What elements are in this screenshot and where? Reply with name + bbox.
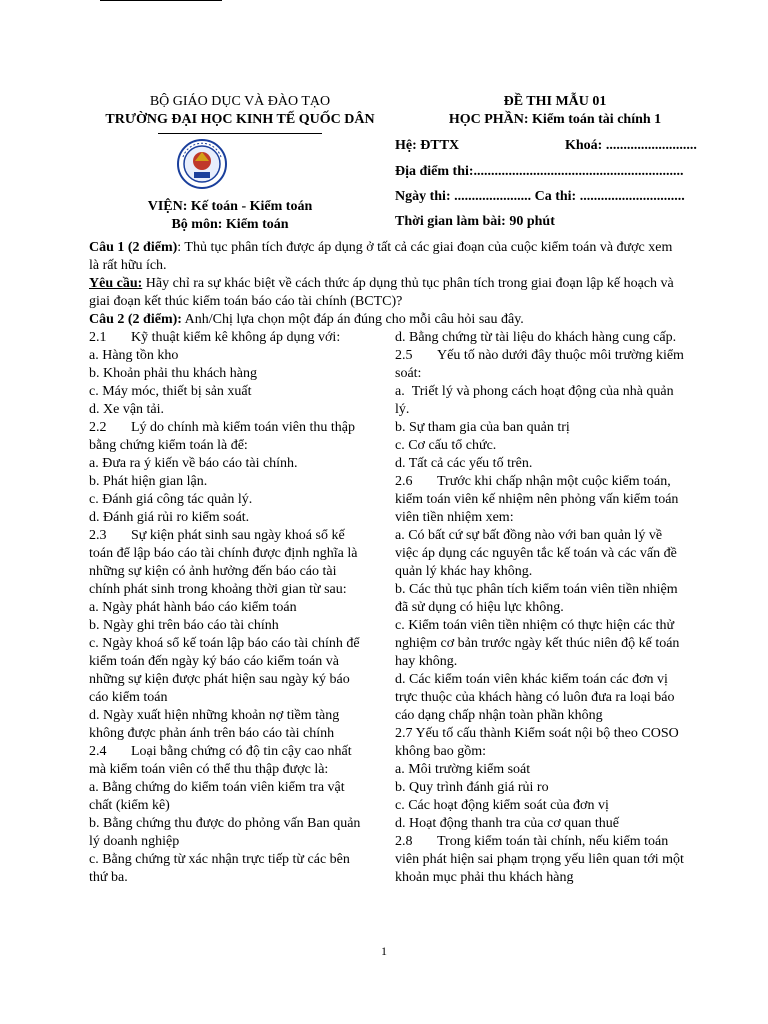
list-item: b. Các thủ tục phân tích kiểm toán viên tiền nhiệm đã sử dụng có hiệu lực không. — [395, 582, 678, 615]
date-shift-field: Ngày thi: ...................... Ca thi: .............................. — [395, 189, 685, 204]
list-item: a. Môi trường kiểm soát — [395, 762, 531, 777]
list-item: d. Các kiểm toán viên khác kiểm toán các đơn vị trực thuộc của khách hàng có luôn đưa ra loại báo cáo dạng chấp nhận toàn phần không — [395, 672, 675, 723]
list-item: 2.1 Kỹ thuật kiểm kê không áp dụng với: — [89, 330, 341, 345]
list-item: a. Triết lý và phong cách hoạt động của nhà quản lý. — [395, 384, 674, 417]
questions-intro — [89, 239, 683, 329]
list-item: c. Bằng chứng từ xác nhận trực tiếp từ các bên thứ ba. — [89, 852, 350, 885]
university-name: TRƯỜNG ĐẠI HỌC KINH TẾ QUỐC DÂN — [105, 112, 375, 127]
question-2-label: Câu 2 (2 điểm): — [89, 312, 182, 327]
list-item: c. Ngày khoá sổ kế toán lập báo cáo tài chính để kiểm toán đến ngày ký báo cáo kiểm toán và những sự kiện được phát hiện sau ngày ký báo cáo kiểm toán — [89, 636, 360, 705]
right-column — [395, 329, 685, 887]
list-item: a. Ngày phát hành báo cáo kiểm toán — [89, 600, 297, 615]
list-item: c. Kiểm toán viên tiền nhiệm có thực hiện các thử nghiệm cơ bản trước ngày kết thúc niên độ kế toán hay không. — [395, 618, 680, 669]
list-item: c. Máy móc, thiết bị sản xuất — [89, 384, 252, 399]
list-item: a. Đưa ra ý kiến về báo cáo tài chính. — [89, 456, 298, 471]
question-1-requirement — [89, 275, 683, 311]
list-item: d. Đánh giá rủi ro kiểm soát. — [89, 510, 250, 525]
list-item: d. Hoạt động thanh tra của cơ quan thuế — [395, 816, 619, 831]
requirement-label: Yêu cầu: — [89, 276, 143, 291]
list-item: 2.3 Sự kiện phát sinh sau ngày khoá sổ kế toán để lập báo cáo tài chính được định nghĩa là những sự kiện có ảnh hưởng đến báo cáo tài chính phát sinh trong khoảng thời gian từ sau: — [89, 528, 358, 597]
list-item: d. Xe vận tải. — [89, 402, 165, 417]
list-item: d. Ngày xuất hiện những khoản nợ tiềm tàng không được phản ánh trên báo cáo tài chính — [89, 708, 340, 741]
list-item: a. Có bất cứ sự bất đồng nào với ban quản lý về việc áp dụng các nguyên tắc kế toán và các vấn đề quản lý khác hay không. — [395, 528, 677, 579]
question-2-text: Anh/Chị lựa chọn một đáp án đúng cho mỗi câu hỏi sau đây. — [181, 312, 524, 327]
list-item: c. Đánh giá công tác quản lý. — [89, 492, 253, 507]
issuer-header — [60, 93, 420, 134]
top-rule — [100, 0, 222, 1]
list-item: 2.5 Yếu tố nào dưới đây thuộc môi trường kiểm soát: — [395, 348, 684, 381]
system-line — [395, 137, 715, 155]
institute-block — [60, 198, 400, 234]
cohort-field: Khoá: .......................... — [565, 138, 697, 153]
institute-name: VIỆN: Kế toán - Kiểm toán — [147, 199, 313, 214]
requirement-text: Hãy chỉ ra sự khác biệt về cách thức áp dụng thủ tục phân tích trong giai đoạn lập kế hoạch và giai đoạn kết thúc kiểm toán báo cáo tài chính (BCTC)? — [89, 276, 674, 309]
list-item: a. Hàng tồn kho — [89, 348, 179, 363]
list-item: b. Khoản phải thu khách hàng — [89, 366, 257, 381]
department-name: Bộ môn: Kiểm toán — [171, 217, 289, 232]
list-item: b. Bằng chứng thu được do phỏng vấn Ban quản lý doanh nghiệp — [89, 816, 361, 849]
system-field: Hệ: ĐTTX — [395, 138, 460, 153]
exam-title: ĐỀ THI MẪU 01 — [503, 94, 607, 109]
list-item: b. Quy trình đánh giá rủi ro — [395, 780, 549, 795]
ministry-name: BỘ GIÁO DỤC VÀ ĐÀO TẠO — [149, 94, 331, 109]
list-item: a. Bằng chứng do kiểm toán viên kiểm tra vật chất (kiểm kê) — [89, 780, 345, 813]
list-item: 2.8 Trong kiểm toán tài chính, nếu kiểm toán viên phát hiện sai phạm trọng yếu liên quan tới một khoản mục phải thu khách hàng — [395, 834, 684, 885]
duration-field: Thời gian làm bài: 90 phút — [395, 214, 555, 229]
list-item: 2.6 Trước khi chấp nhận một cuộc kiểm toán, kiểm toán viên kế nhiệm nên phỏng vấn kiểm toán viên tiền nhiệm xem: — [395, 474, 679, 525]
list-item: c. Các hoạt động kiểm soát của đơn vị — [395, 798, 609, 813]
location-field: Địa điểm thi:............................................................ — [395, 164, 684, 179]
question-2 — [89, 311, 683, 329]
list-item: b. Ngày ghi trên báo cáo tài chính — [89, 618, 279, 633]
question-1 — [89, 239, 683, 275]
question-1-text: : Thủ tục phân tích được áp dụng ở tất cả các giai đoạn của cuộc kiểm toán và được xem là rất hữu ích. — [89, 240, 673, 273]
university-seal-icon — [177, 139, 227, 189]
course-name: HỌC PHẦN: Kiểm toán tài chính 1 — [448, 112, 662, 127]
header-underline — [158, 133, 322, 134]
list-item: 2.7 Yếu tố cấu thành Kiểm soát nội bộ theo COSO không bao gồm: — [395, 726, 679, 759]
list-item: d. Tất cả các yếu tố trên. — [395, 456, 533, 471]
page-number: 1 — [381, 944, 387, 958]
list-item: d. Bằng chứng từ tài liệu do khách hàng cung cấp. — [395, 330, 677, 345]
list-item: b. Phát hiện gian lận. — [89, 474, 208, 489]
list-item: c. Cơ cấu tổ chức. — [395, 438, 497, 453]
list-item: 2.2 Lý do chính mà kiểm toán viên thu thập bằng chứng kiểm toán là để: — [89, 420, 355, 453]
question-1-label: Câu 1 (2 điểm) — [89, 240, 178, 255]
list-item: b. Sự tham gia của ban quản trị — [395, 420, 570, 435]
list-item: 2.4 Loại bằng chứng có độ tin cậy cao nhất mà kiểm toán viên có thể thu thập được là: — [89, 744, 352, 777]
left-column — [89, 329, 371, 887]
